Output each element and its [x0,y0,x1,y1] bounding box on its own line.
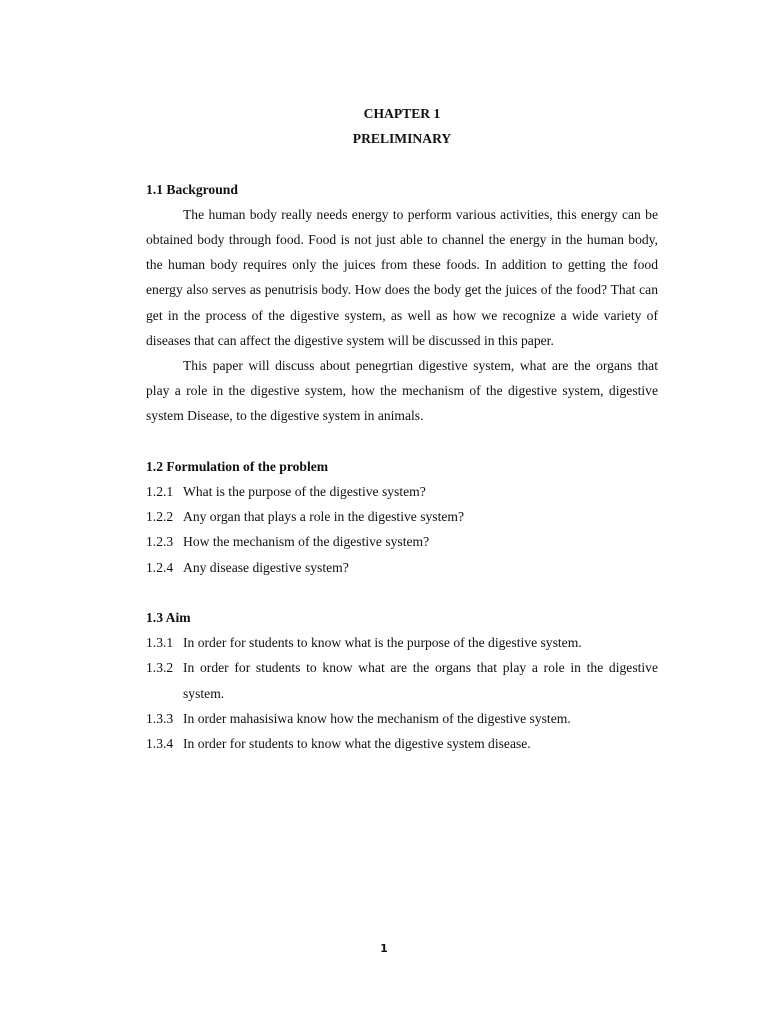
page-number: 1 [380,942,388,955]
list-item-text: How the mechanism of the digestive system? [183,534,430,550]
list-item [146,555,658,580]
list-item-text: What is the purpose of the digestive system? [183,484,426,500]
list-item-number: 1.2.4 [146,559,174,575]
list-item-number: 1.3.1 [146,635,174,651]
chapter-title: PRELIMINARY [352,131,452,147]
list-item [146,630,658,655]
list-item-text: In order mahasisiwa know how the mechanism of the digestive system. [183,710,571,726]
list-item [146,529,658,554]
list-item-number: 1.3.2 [146,660,174,676]
list-item-number: 1.3.4 [146,736,174,752]
list-item [146,504,658,529]
list-item-text: In order for students to know what is the purpose of the digestive system. [183,635,582,651]
list-item-number: 1.2.1 [146,484,174,500]
list-item-text: Any disease digestive system? [183,559,349,575]
list-item-text: In order for students to know what are the organs that play a role in the digestive system. [183,660,658,701]
list-item-number: 1.2.2 [146,509,174,525]
list-item [146,706,658,731]
list-item-text: In order for students to know what the digestive system disease. [183,736,531,752]
list-item-text: Any organ that plays a role in the digestive system? [183,509,465,525]
section-heading-formulation: 1.2 Formulation of the problem [146,458,329,474]
background-paragraph: The human body really needs energy to perform various activities, this energy can be obtained body through food. Food is not just able to channel the energy in the human body, the human body requires only the juices from these foods. In addition to getting the food energy also serves as penutrisis body. How does the body get the juices of the food? That can get in the process of the digestive system, as well as how we recognize a wide variety of diseases that can affect the digestive system will be discussed in this paper. [146,206,658,348]
section-heading-background: 1.1 Background [146,181,238,197]
list-item-number: 1.2.3 [146,534,174,550]
list-item [146,731,658,756]
list-item [146,479,658,504]
list-item [146,655,658,705]
page-content [146,101,658,756]
background-paragraph: This paper will discuss about penegrtian digestive system, what are the organs that play a role in the digestive system, how the mechanism of the digestive system, digestive system Disease, to the digestive system in animals. [146,358,658,424]
list-item-number: 1.3.3 [146,710,174,726]
section-heading-aim: 1.3 Aim [146,610,191,626]
chapter-number: CHAPTER 1 [363,106,441,121]
